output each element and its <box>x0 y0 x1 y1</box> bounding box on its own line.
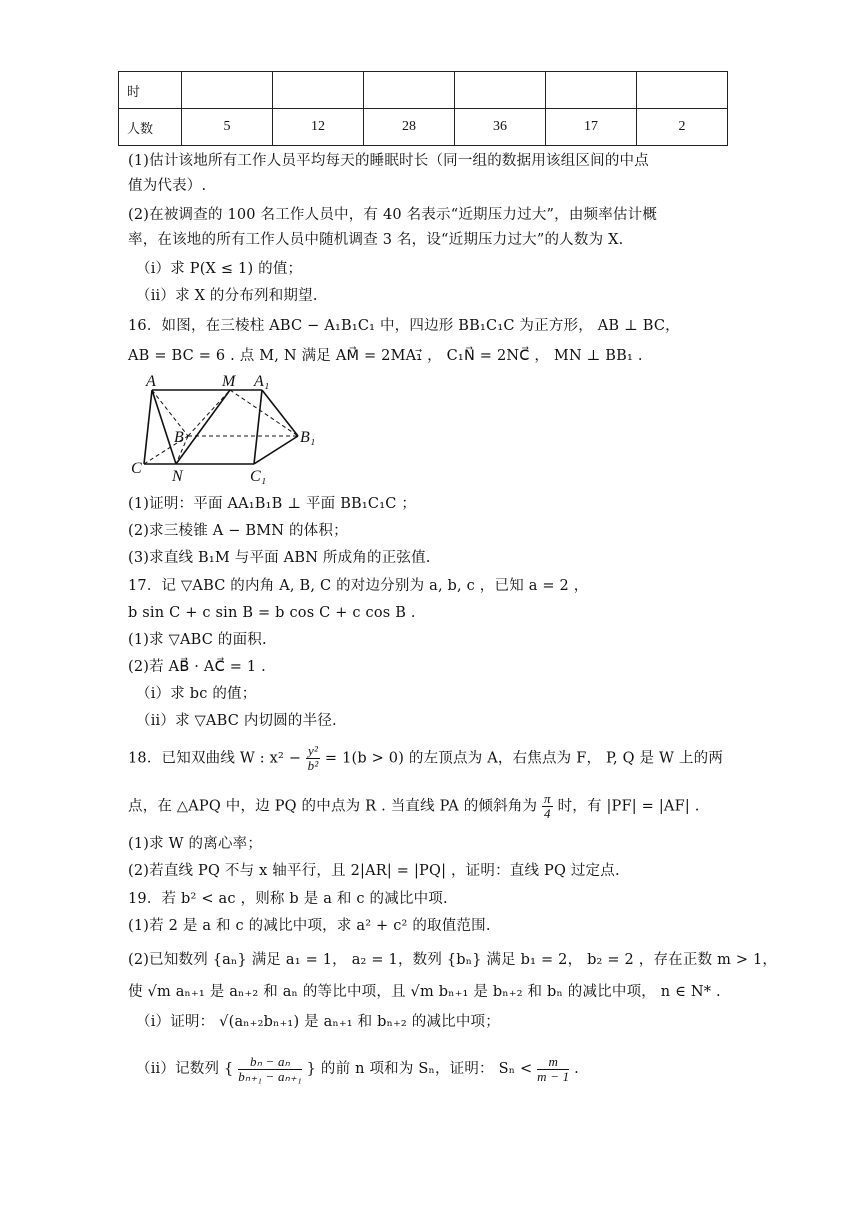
q18-stem-line2: 点，在 △APQ 中，边 PQ 的中点为 R . 当直线 PA 的倾斜角为 $\frac{\pi}{4}$ 时，有 |PF| = |AF| . <box>128 791 700 821</box>
edge <box>144 390 152 464</box>
q16-stem-line2: AB = BC = 6 . 点 M, N 满足 AM⃗ = 2MA₁⃗ ， C₁N⃗ = 2NC⃗ ， MN ⊥ BB₁ . <box>128 348 643 364</box>
q15-part2-line1: (2)在被调查的 100 名工作人员中，有 40 名表示“近期压力过大”，由频率估计概 <box>128 207 658 223</box>
table-row-label: 时 <box>119 72 182 109</box>
q17-part1: (1)求 ▽ABC 的面积. <box>128 632 267 648</box>
q15-part2-i: （i）求 P(X ≤ 1) 的值； <box>136 261 303 277</box>
q19-part2-line1: (2)已知数列 {aₙ} 满足 a₁ = 1， a₂ = 1，数列 {bₙ} 满足 b₁ = 2， b₂ = 2 ，存在正数 m > 1， <box>128 952 778 968</box>
hidden-edge <box>188 390 230 436</box>
q18-part1: (1)求 W 的离心率； <box>128 836 263 852</box>
fraction: $\frac{\text{y²}}{\text{b²}}$ <box>307 743 319 773</box>
label-A1: A₁ <box>254 373 270 390</box>
q16-part3: (3)求直线 B₁M 与平面 ABN 所成角的正弦值. <box>128 550 431 566</box>
label-B: B <box>174 429 184 446</box>
table-cell: 2 <box>637 109 728 146</box>
q19-part2-i: （i）证明： √(aₙ₊₂bₙ₊₁) 是 aₙ₊₁ 和 bₙ₊₂ 的减比中项； <box>136 1014 500 1030</box>
q19-part1: (1)若 2 是 a 和 c 的减比中项，求 a² + c² 的取值范围. <box>128 918 491 934</box>
q18-stem-line1: 18．已知双曲线 W : x² − $\frac{\text{y²}}{\text{b²}}$ = 1(b > 0) 的左顶点为 A，右焦点为 F， P, Q 是 W 上的两 <box>128 743 724 773</box>
table-cell: 17 <box>546 109 637 146</box>
q19-part2-ii: （ii）记数列 { $\frac{\text{bₙ − aₙ}}{\text{bₙ₊₁ − aₙ₊₁}}$ } 的前 n 项和为 Sₙ，证明： Sₙ < $\frac{m}{m - 1}$ . <box>136 1053 579 1084</box>
q15-part2-line2: 率，在该地的所有工作人员中随机调查 3 名，设“近期压力过大”的人数为 X. <box>128 232 624 248</box>
table-row <box>119 109 728 146</box>
label-A: A <box>146 373 156 390</box>
fraction: $\frac{\pi}{4}$ <box>544 791 551 821</box>
fraction: $\frac{\text{bₙ − aₙ}}{\text{bₙ₊₁ − aₙ₊₁}}$ <box>238 1053 302 1084</box>
q16-part1: (1)证明：平面 AA₁B₁B ⊥ 平面 BB₁C₁C ； <box>128 496 417 512</box>
table-cell: 36 <box>455 109 546 146</box>
q17-part2-i: （i）求 bc 的值； <box>136 686 257 702</box>
q18-part2: (2)若直线 PQ 不与 x 轴平行，且 2|AR| = |PQ| ，证明：直线 PQ 过定点. <box>128 863 620 879</box>
table-cell: 12 <box>273 109 364 146</box>
label-C: C <box>131 460 142 477</box>
table-row-label: 人数 <box>119 109 182 146</box>
q16-part2: (2)求三棱锥 A − BMN 的体积； <box>128 523 348 539</box>
table-cell: 5 <box>182 109 273 146</box>
q19-stem: 19．若 b² < ac ，则称 b 是 a 和 c 的减比中项. <box>128 891 448 907</box>
label-M: M <box>222 373 236 390</box>
edge <box>176 390 230 464</box>
edge <box>152 390 176 464</box>
q17-stem-line1: 17．记 ▽ABC 的内角 A, B, C 的对边分别为 a, b, c ，已知 a = 2 ， <box>128 578 589 594</box>
q19-part2-line2: 使 √m aₙ₊₁ 是 aₙ₊₂ 和 aₙ 的等比中项，且 √m bₙ₊₁ 是 bₙ₊₂ 和 bₙ 的减比中项， n ∈ N* . <box>128 984 721 1000</box>
label-N: N <box>172 468 183 484</box>
label-C1: C₁ <box>250 468 267 484</box>
sleep-stats-table <box>118 71 728 146</box>
q16-stem-line1: 16．如图，在三棱柱 ABC − A₁B₁C₁ 中，四边形 BB₁C₁C 为正方形， AB ⊥ BC， <box>128 318 680 334</box>
table-row <box>119 72 728 109</box>
q15-part1-line2: 值为代表）. <box>128 178 207 194</box>
edge <box>254 436 298 464</box>
q17-part2-ii: （ii）求 ▽ABC 内切圆的半径. <box>136 713 337 729</box>
q17-part2: (2)若 AB⃗ · AC⃗ = 1 . <box>128 659 266 675</box>
hidden-edge <box>230 390 298 436</box>
label-B1: B₁ <box>300 429 316 446</box>
q15-part2-ii: （ii）求 X 的分布列和期望. <box>136 288 318 304</box>
q15-part1-line1: (1)估计该地所有工作人员平均每天的睡眠时长（同一组的数据用该组区间的中点 <box>128 153 649 169</box>
q17-stem-line2: b sin C + c sin B = b cos C + c cos B . <box>128 605 416 621</box>
edge <box>254 390 262 464</box>
prism-figure <box>130 372 330 484</box>
table-cell: 28 <box>364 109 455 146</box>
edge <box>262 390 298 436</box>
fraction: $\frac{m}{m - 1}$ <box>537 1053 570 1084</box>
